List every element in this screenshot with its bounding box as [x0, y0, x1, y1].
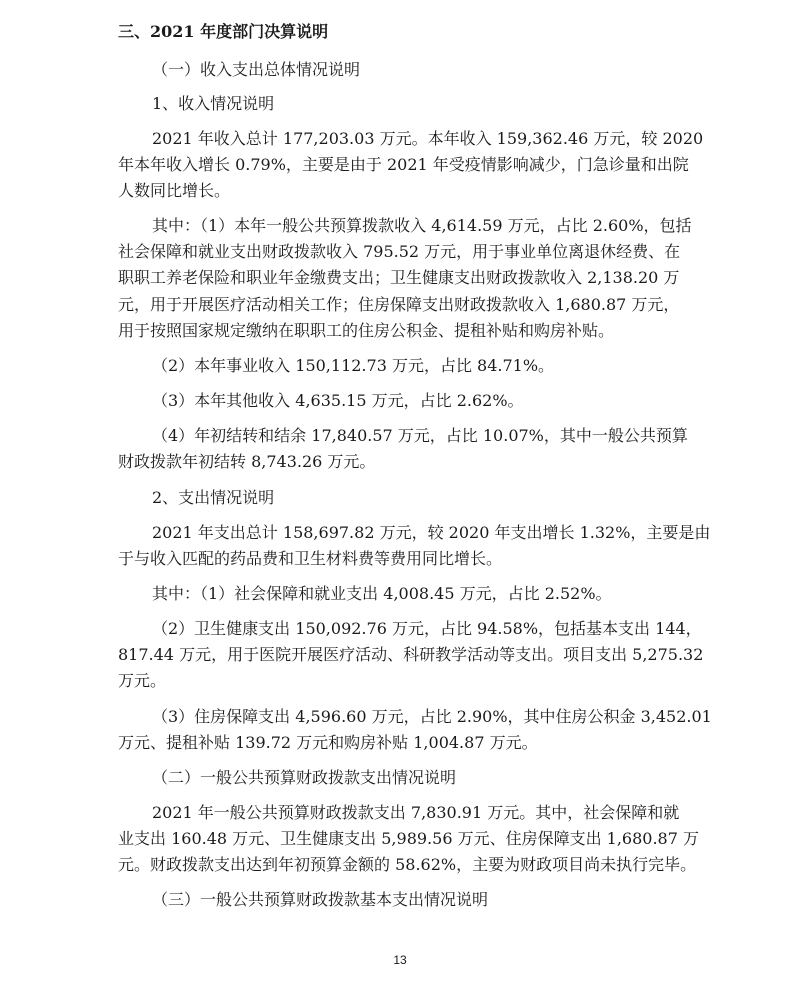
page-number: 13 — [393, 953, 407, 967]
text-line: （2）本年事业收入 150,112.73 万元，占比 84.71%。 — [152, 356, 555, 375]
text-line: 用于按照国家规定缴纳在职职工的住房公积金、提租补贴和购房补贴。 — [118, 321, 615, 340]
text-line: 于与收入匹配的药品费和卫生材料费等费用同比增长。 — [118, 549, 503, 568]
subsection-heading: （三）一般公共预算财政拨款基本支出情况说明 — [152, 890, 489, 909]
text-line: （4）年初结转和结余 17,840.57 万元，占比 10.07%，其中一般公共预算 — [152, 426, 688, 445]
text-line: 2021 年支出总计 158,697.82 万元，较 2020 年支出增长 1.32%，主要是由 — [152, 523, 711, 542]
text-line: 年本年收入增长 0.79%，主要是由于 2021 年受疫情影响减少，门急诊量和出院 — [118, 155, 689, 174]
text-line: 2021 年收入总计 177,203.03 万元。本年收入 159,362.46 万元，较 2020 — [152, 129, 704, 148]
subsection-heading: 2、支出情况说明 — [152, 488, 275, 507]
subsection-heading: （一）收入支出总体情况说明 — [152, 60, 361, 79]
subsection-heading: 1、收入情况说明 — [152, 94, 275, 113]
text-line: 817.44 万元，用于医院开展医疗活动、科研教学活动等支出。项目支出 5,275.32 — [118, 645, 704, 664]
text-line: 其中：（1）本年一般公共预算拨款收入 4,614.59 万元，占比 2.60%，包括 — [152, 216, 692, 235]
text-line: （2）卫生健康支出 150,092.76 万元，占比 94.58%，包括基本支出 144， — [152, 619, 702, 638]
text-line: 职职工养老保险和职业年金缴费支出；卫生健康支出财政拨款收入 2,138.20 万 — [118, 268, 680, 287]
section-heading: 三、2021 年度部门决算说明 — [118, 22, 329, 41]
text-line: 元，用于开展医疗活动相关工作；住房保障支出财政拨款收入 1,680.87 万元， — [118, 295, 680, 314]
text-line: （3）本年其他收入 4,635.15 万元，占比 2.62%。 — [152, 391, 524, 410]
text-line: 万元、提租补贴 139.72 万元和购房补贴 1,004.87 万元。 — [118, 733, 538, 752]
text-line: 2021 年一般公共预算财政拨款支出 7,830.91 万元。其中，社会保障和就 — [152, 803, 680, 822]
text-line: 万元。 — [118, 671, 167, 690]
text-line: 人数同比增长。 — [118, 181, 231, 200]
text-line: 财政拨款年初结转 8,743.26 万元。 — [118, 452, 376, 471]
text-line: （3）住房保障支出 4,596.60 万元，占比 2.90%，其中住房公积金 3,452.01 — [152, 707, 712, 726]
text-line: 社会保障和就业支出财政拨款收入 795.52 万元，用于事业单位离退休经费、在 — [118, 242, 681, 261]
subsection-heading: （二）一般公共预算财政拨款支出情况说明 — [152, 768, 457, 787]
text-line: 业支出 160.48 万元、卫生健康支出 5,989.56 万元、住房保障支出 1,680.87 万 — [118, 829, 700, 848]
text-line: 其中：（1）社会保障和就业支出 4,008.45 万元，占比 2.52%。 — [152, 584, 612, 603]
text-line: 元。财政拨款支出达到年初预算金额的 58.62%，主要为财政项目尚未执行完毕。 — [118, 855, 697, 874]
